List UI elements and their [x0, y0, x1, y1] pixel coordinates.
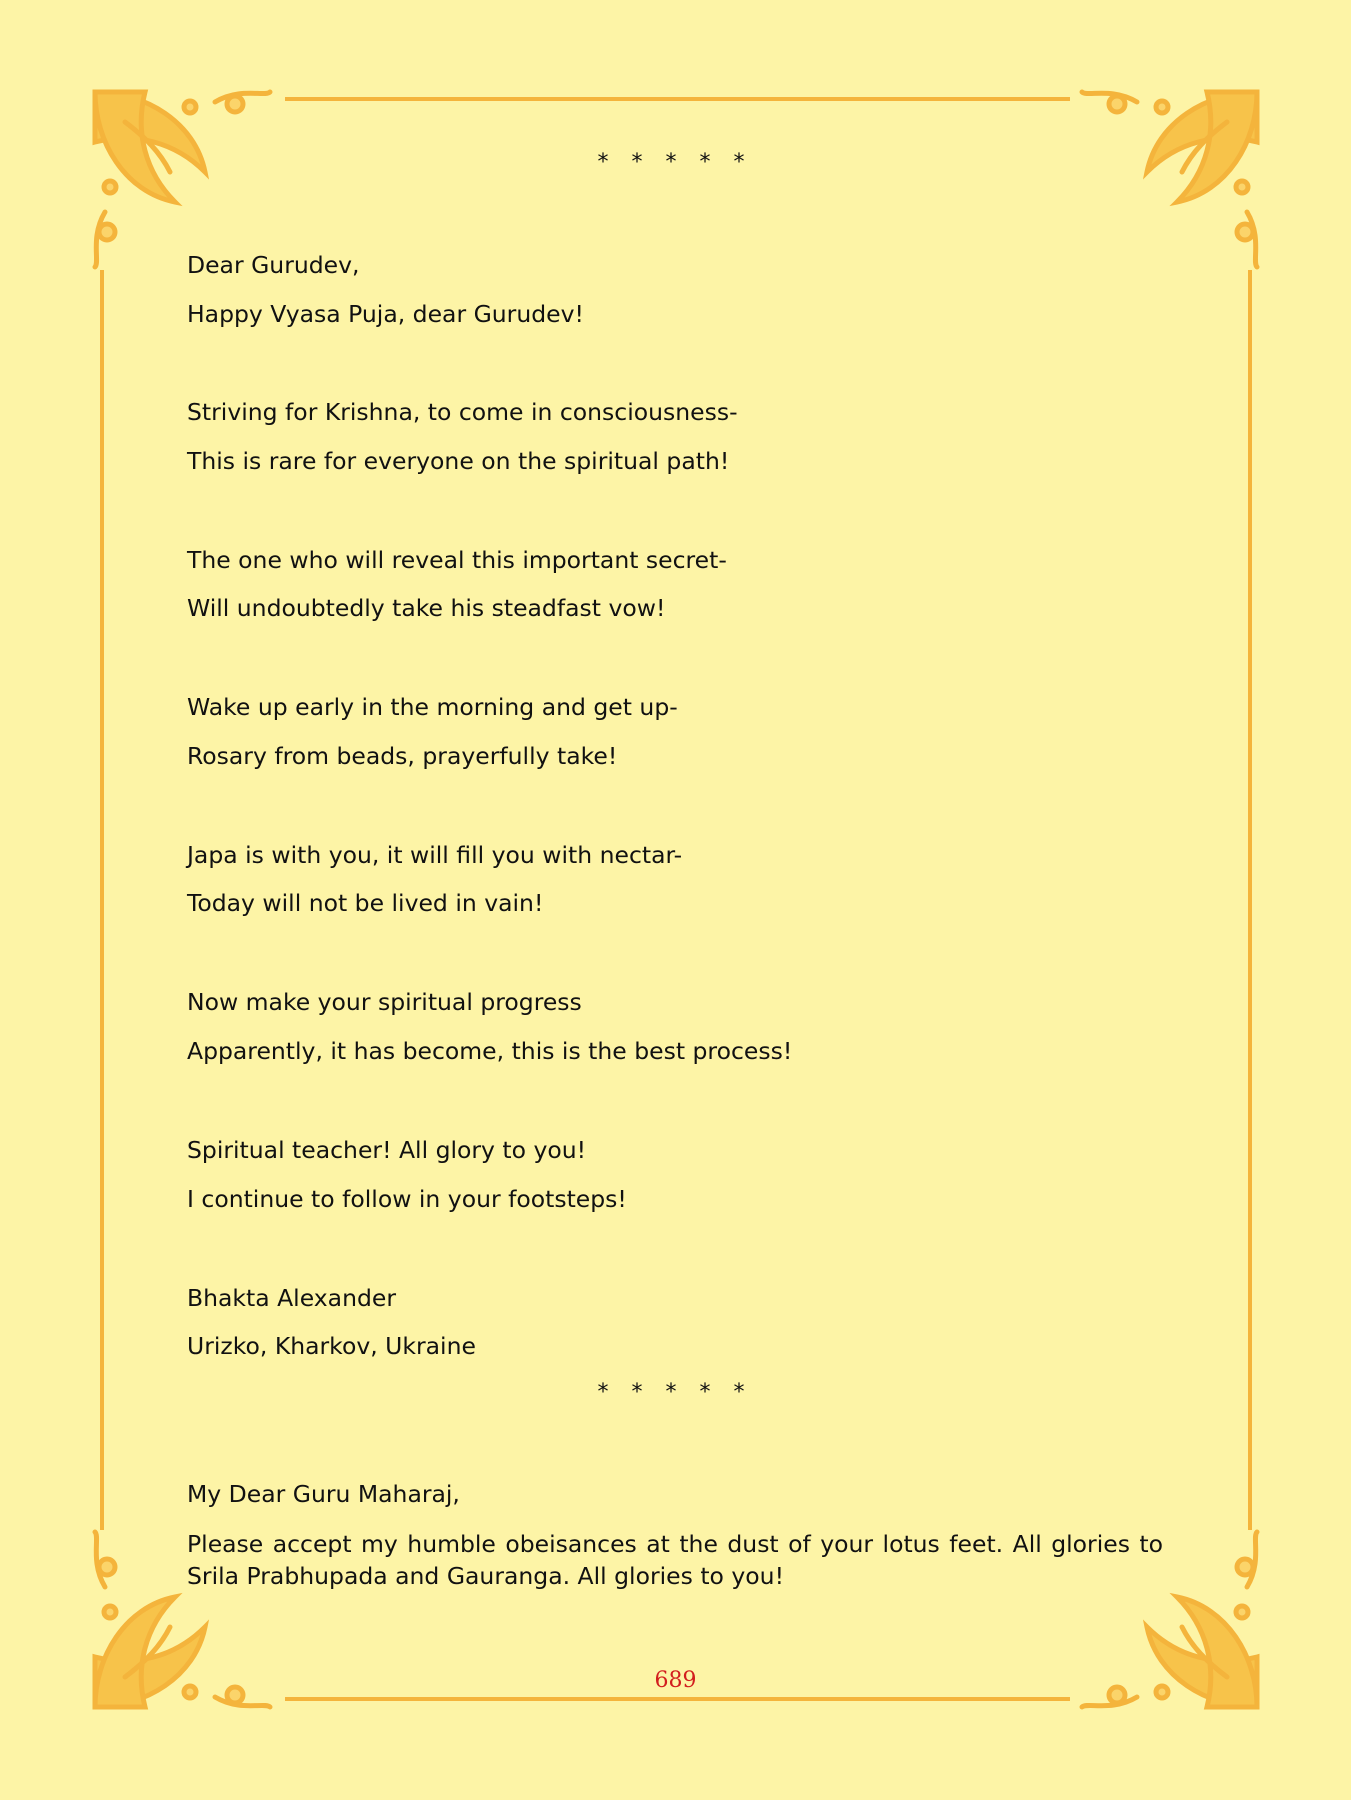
stanza-line: Japa is with you, it will fill you with nectar-	[187, 841, 683, 869]
separator-top: * * * * *	[597, 150, 753, 175]
stanza-line: I continue to follow in your footsteps!	[187, 1185, 627, 1213]
border-bottom-line	[285, 1697, 1070, 1701]
stanza-line: Spiritual teacher! All glory to you!	[187, 1136, 587, 1164]
letter1-salutation: Dear Gurudev,	[187, 251, 360, 279]
signature-name: Bhakta Alexander	[187, 1284, 396, 1312]
separator-middle: * * * * *	[597, 1380, 753, 1405]
stanza-line: This is rare for everyone on the spiritual path!	[187, 447, 730, 475]
stanza-line: Striving for Krishna, to come in consciousness-	[187, 398, 738, 426]
stanza-line: Today will not be lived in vain!	[187, 889, 544, 917]
border-top-line	[285, 97, 1070, 101]
letter2-body: Please accept my humble obeisances at the dust of your lotus feet. All glories to Srila Prabhupada and Gauranga. All glories to you!	[187, 1530, 1163, 1590]
letter1-greeting: Happy Vyasa Puja, dear Gurudev!	[187, 300, 584, 328]
stanza-line: Apparently, it has become, this is the best process!	[187, 1037, 793, 1065]
stanza-line: Will undoubtedly take his steadfast vow!	[187, 594, 666, 622]
page-number: 689	[654, 1668, 697, 1693]
signature-place: Urizko, Kharkov, Ukraine	[187, 1332, 476, 1360]
stanza-line: Rosary from beads, prayerfully take!	[187, 742, 618, 770]
border-right-line	[1248, 270, 1252, 1530]
stanza-line: Now make your spiritual progress	[187, 988, 582, 1016]
corner-ornament-top-left	[85, 82, 275, 272]
stanza-line: Wake up early in the morning and get up-	[187, 693, 678, 721]
letter2-salutation: My Dear Guru Maharaj,	[187, 1480, 460, 1508]
stanza-line: The one who will reveal this important secret-	[187, 546, 727, 574]
border-left-line	[100, 270, 104, 1530]
corner-ornament-top-right	[1077, 82, 1267, 272]
